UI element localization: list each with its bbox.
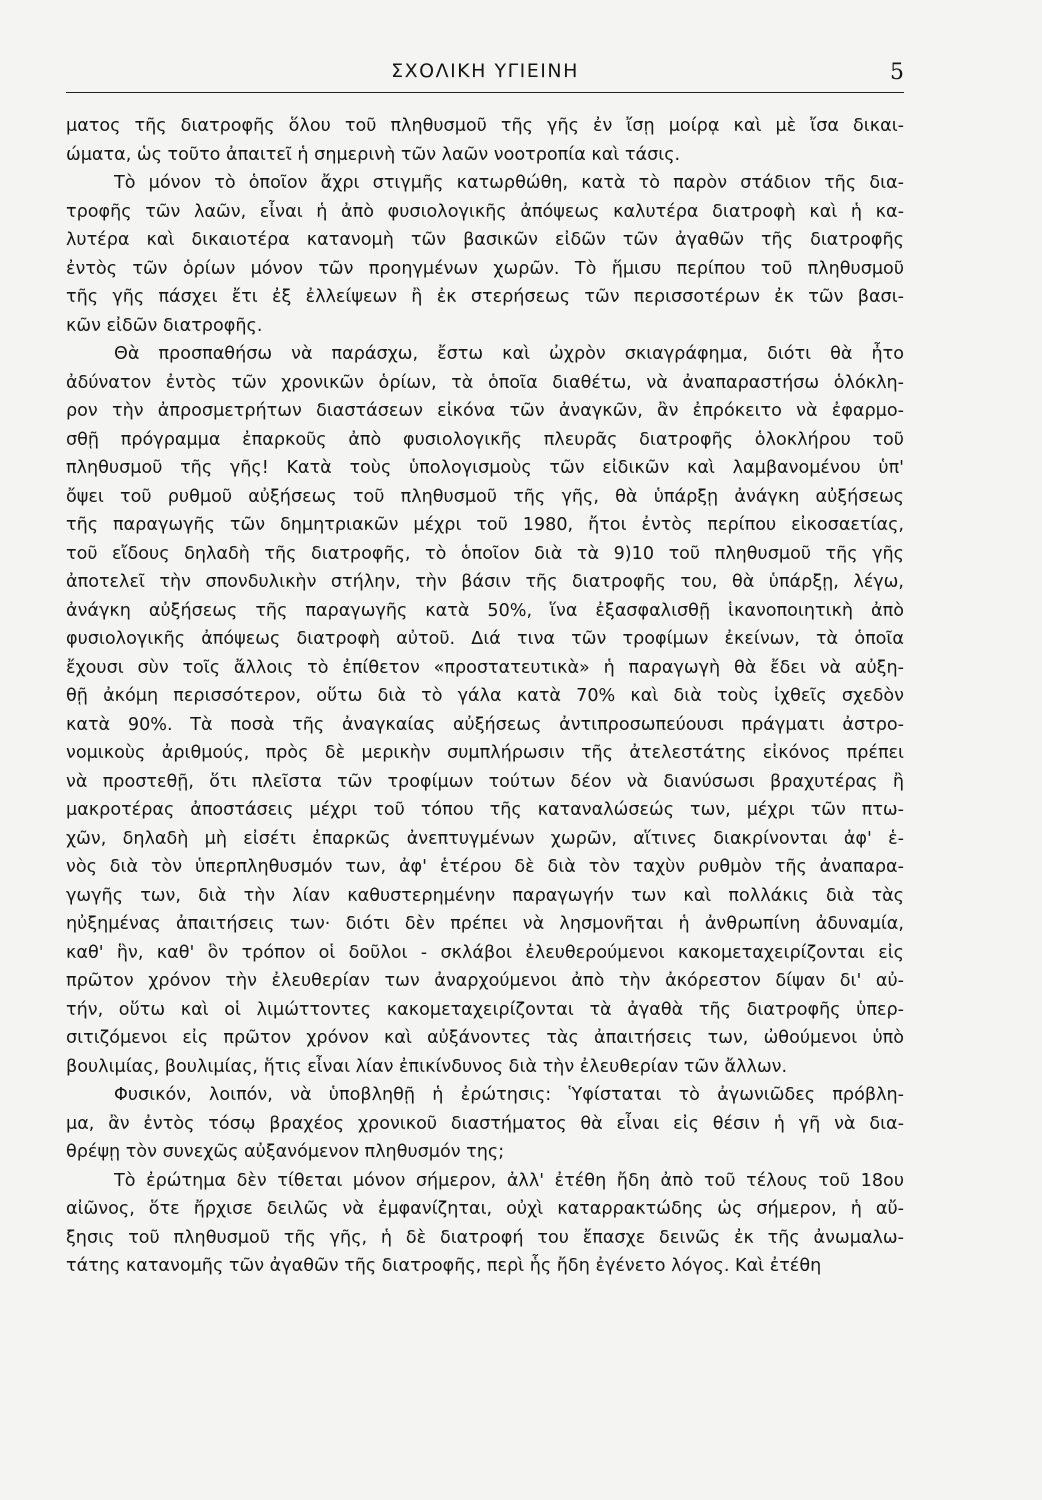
text-line: βουλιμίας, βουλιμίας, ἥτις εἶναι λίαν ἐπικίνδυνος διὰ τὴν ἐλευθερίαν τῶν ἄλλων. — [66, 1056, 788, 1077]
text-line: ἀνάγκη αὐξήσεως τῆς παραγωγῆς κατὰ 50%, ἵνα ἐξασφαλισθῇ ἱκανοποιητικὴ ἀπὸ — [66, 600, 904, 621]
text-line: κῶν εἰδῶν διατροφῆς. — [66, 315, 263, 336]
text-line: πρῶτον χρόνον τὴν ἐλευθερίαν των ἀναρχούμενοι ἀπὸ τὴν ἀκόρεστον δίψαν δι' αὐ- — [66, 971, 904, 991]
text-line: ματος τῆς διατροφῆς ὅλου τοῦ πληθυσμοῦ τῆς γῆς ἐν ἴσῃ μοίρᾳ καὶ μὲ ἴσα δικαι- — [66, 116, 904, 136]
text-line: μακροτέρας ἀποστάσεις μέχρι τοῦ τόπου τῆς καταναλώσεώς των, μέχρι τῶν πτω- — [66, 800, 904, 820]
text-line: κατὰ 90%. Τὰ ποσὰ τῆς ἀναγκαίας αὐξήσεως ἀντιπροσωπεύουσι πράγματι ἀστρο- — [66, 714, 904, 735]
text-line: ἐντὸς τῶν ὁρίων μόνον τῶν προηγμένων χωρῶν. Τὸ ἥμισυ περίπου τοῦ πληθυσμοῦ — [66, 258, 904, 279]
text-line: ρον τὴν ἀπροσμετρήτων διαστάσεων εἰκόνα τῶν ἀναγκῶν, ἂν ἐπρόκειτο νὰ ἐφαρμο- — [66, 401, 904, 421]
text-line: Τὸ μόνον τὸ ὁποῖον ἄχρι στιγμῆς κατωρθώθη, κατὰ τὸ παρὸν στάδιον τῆς δια- — [114, 173, 904, 193]
text-line: ἀδύνατον ἐντὸς τῶν χρονικῶν ὁρίων, τὰ ὁποῖα διαθέτω, νὰ ἀναπαραστήσω ὁλόκλη- — [66, 372, 904, 393]
paragraph — [66, 340, 904, 1081]
text-line: τῆς γῆς πάσχει ἔτι ἐξ ἐλλείψεων ἢ ἐκ στερήσεως τῶν περισσοτέρων ἐκ τῶν βασι- — [66, 287, 904, 307]
text-line: σθῇ πρόγραμμα ἐπαρκοῦς ἀπὸ φυσιολογικῆς πλευρᾶς διατροφῆς ὁλοκλήρου τοῦ — [66, 429, 904, 450]
text-line: Τὸ ἐρώτημα δὲν τίθεται μόνον σήμερον, ἀλλ' ἐτέθη ἤδη ἀπὸ τοῦ τέλους τοῦ 18ου — [114, 1170, 904, 1191]
paragraph — [66, 1081, 904, 1167]
running-header — [66, 58, 904, 92]
text-line: ηὐξημένας ἀπαιτήσεις των· διότι δὲν πρέπει νὰ λησμονῆται ἡ ἀνθρωπίνη ἀδυναμία, — [66, 914, 904, 934]
header-rule — [66, 92, 904, 93]
text-line: Φυσικόν, λοιπόν, νὰ ὑποβληθῇ ἡ ἐρώτησις: Ὑφίσταται τὸ ἀγωνιῶδες πρόβλη- — [114, 1085, 904, 1105]
text-line: θρέψῃ τὸν συνεχῶς αὐξανόμενον πληθυσμόν της; — [66, 1142, 505, 1162]
text-line: Θὰ προσπαθήσω νὰ παράσχω, ἔστω καὶ ὠχρὸν σκιαγράφημα, διότι θὰ ἦτο — [114, 344, 904, 364]
text-line: νὸς διὰ τὸν ὑπερπληθυσμόν των, ἀφ' ἑτέρου δὲ διὰ τὸν ταχὺν ρυθμὸν τῆς ἀναπαρα- — [66, 857, 904, 877]
page-number: 5 — [890, 60, 904, 85]
text-line: τοῦ εἴδους δηλαδὴ τῆς διατροφῆς, τὸ ὁποῖον διὰ τὰ 9)10 τοῦ πληθυσμοῦ τῆς γῆς — [66, 543, 904, 564]
text-line: φυσιολογικῆς ἀπόψεως διατροφὴ αὐτοῦ. Διά τινα τῶν τροφίμων ἐκείνων, τὰ ὁποῖα — [66, 629, 904, 649]
paragraph — [66, 112, 904, 169]
text-line: τροφῆς τῶν λαῶν, εἶναι ἡ ἀπὸ φυσιολογικῆς ἀπόψεως καλυτέρα διατροφὴ καὶ ἡ κα- — [66, 201, 904, 222]
text-line: ἔχουσι σὺν τοῖς ἄλλοις τὸ ἐπίθετον «προστατευτικὰ» ἡ παραγωγὴ θὰ ἔδει νὰ αὐξη- — [66, 657, 904, 678]
text-line: αἰῶνος, ὅτε ἤρχισε δειλῶς νὰ ἐμφανίζηται, οὐχὶ καταρρακτώδης ὡς σήμερον, ἡ αὔ- — [66, 1199, 904, 1219]
text-line: ἀποτελεῖ τὴν σπονδυλικὴν στήλην, τὴν βάσιν τῆς διατροφῆς του, θὰ ὑπάρξῃ, λέγω, — [66, 572, 904, 592]
text-line: λυτέρα καὶ δικαιοτέρα κατανομὴ τῶν βασικῶν εἰδῶν τῶν ἀγαθῶν τῆς διατροφῆς — [66, 230, 904, 250]
text-line: σιτιζόμενοι εἰς πρῶτον χρόνον καὶ αὐξάνοντες τὰς ἀπαιτήσεις των, ὠθούμενοι ὑπὸ — [66, 1028, 904, 1048]
text-line: καθ' ἣν, καθ' ὃν τρόπον οἱ δοῦλοι - σκλάβοι ἐλευθερούμενοι κακομεταχειρίζονται εἰς — [66, 942, 904, 963]
text-line: τάτης κατανομῆς τῶν ἀγαθῶν τῆς διατροφῆς, περὶ ἧς ἤδη ἐγένετο λόγος. Καὶ ἐτέθη — [66, 1256, 822, 1276]
text-line: νομικοὺς ἀριθμούς, πρὸς δὲ μερικὴν συμπλήρωσιν τῆς ἀτελεστάτης εἰκόνος πρέπει — [66, 743, 904, 763]
text-line: γωγῆς των, διὰ τὴν λίαν καθυστερημένην παραγωγήν των καὶ πολλάκις διὰ τὰς — [66, 885, 904, 906]
text-line: πληθυσμοῦ τῆς γῆς! Κατὰ τοὺς ὑπολογισμοὺς τῶν εἰδικῶν καὶ λαμβανομένου ὑπ' — [66, 458, 904, 478]
text-line: μα, ἂν ἐντὸς τόσῳ βραχέος χρονικοῦ διαστήματος θὰ εἶναι εἰς θέσιν ἡ γῆ νὰ δια- — [66, 1113, 904, 1134]
text-line: τήν, οὕτω καὶ οἱ λιμώττοντες κακομεταχειρίζονται τὰ ἀγαθὰ τῆς διατροφῆς ὑπερ- — [66, 999, 904, 1020]
text-line: ώματα, ὡς τοῦτο ἀπαιτεῖ ἡ σημερινὴ τῶν λαῶν νοοτροπία καὶ τάσις. — [66, 144, 681, 165]
text-line: τῆς παραγωγῆς τῶν δημητριακῶν μέχρι τοῦ 1980, ἤτοι ἐντὸς περίπου εἰκοσαετίας, — [66, 515, 904, 535]
header-title: ΣΧΟΛΙΚΗ ΥΓΙΕΙΝΗ — [391, 60, 579, 82]
text-line: ξησις τοῦ πληθυσμοῦ τῆς γῆς, ἡ δὲ διατροφή του ἔπασχε δεινῶς ἐκ τῆς ἀνωμαλω- — [66, 1227, 904, 1248]
text-line: χῶν, δηλαδὴ μὴ εἰσέτι ἐπαρκῶς ἀνεπτυγμένων χωρῶν, αἵτινες διακρίνονται ἀφ' ἑ- — [66, 828, 904, 849]
body-text — [66, 112, 904, 1281]
text-line: ὄψει τοῦ ρυθμοῦ αὐξήσεως τοῦ πληθυσμοῦ τῆς γῆς, θὰ ὑπάρξῃ ἀνάγκη αὐξήσεως — [66, 486, 904, 507]
text-line: θῇ ἀκόμη περισσότερον, οὕτω διὰ τὸ γάλα κατὰ 70% καὶ διὰ τοὺς ἰχθεῖς σχεδὸν — [66, 686, 904, 706]
paragraph — [66, 1167, 904, 1281]
text-line: νὰ προστεθῇ, ὅτι πλεῖστα τῶν τροφίμων τούτων δέον νὰ διανύσωσι βραχυτέρας ἢ — [66, 771, 904, 792]
paragraph — [66, 169, 904, 340]
